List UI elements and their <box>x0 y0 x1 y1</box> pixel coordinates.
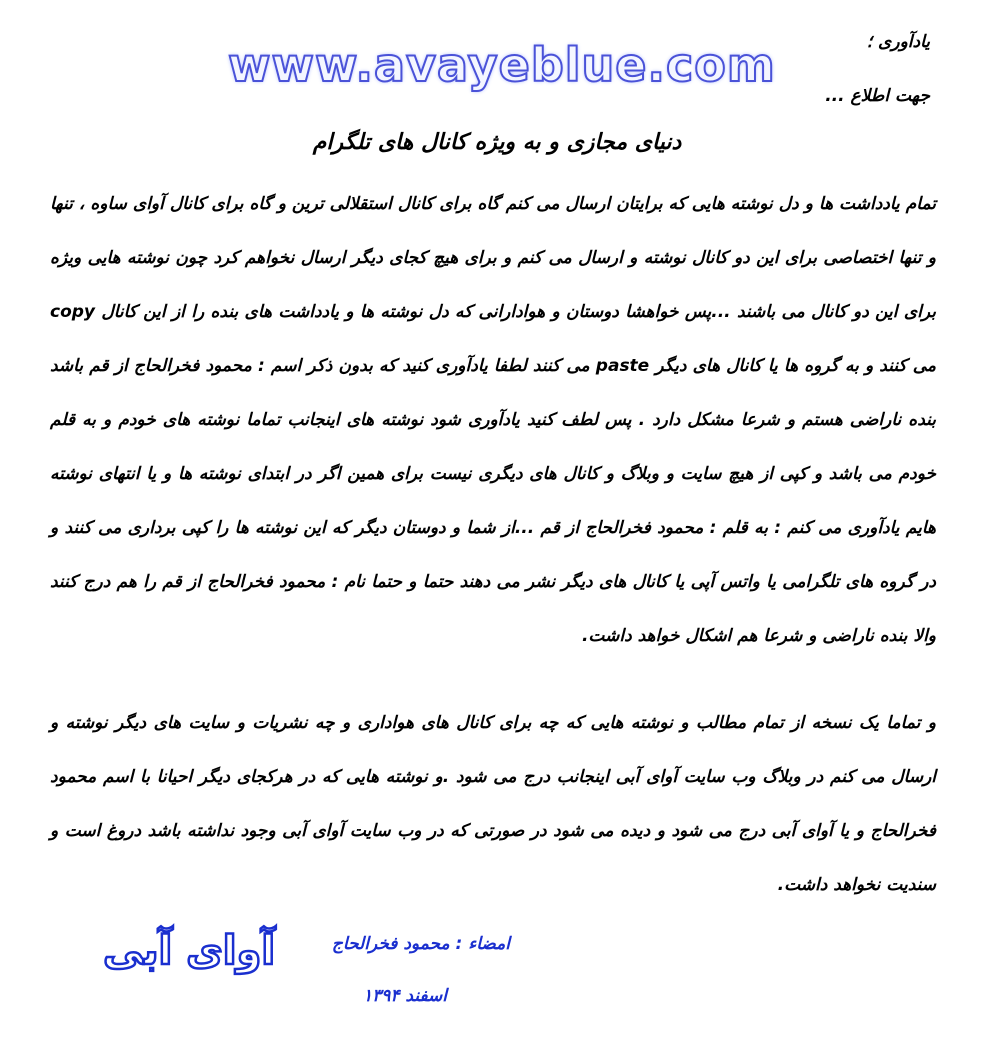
text-line: پس لطف کنید یادآوری شود نوشته های اینجانب تماما نوشته های خودم و به قلم خودم می باشد و کپی از هیچ <box>50 410 937 484</box>
text-line: و تماما یک نسخه از تمام مطالب و نوشته هایی که چه برای کانال های هواداری و چه نشریات و سایت های <box>153 713 937 733</box>
text-line: نوشته ها و یادداشت های بنده را از این کانال copy می کنند و به گروه ها یا کانال های دیگر paste می <box>50 302 936 376</box>
text-line: کنند لطفا یادآوری کنید که بدون ذکر اسم : محمود فخرالحاج از قم باشد بنده ناراضی هستم و شرعا مشکل دارد . <box>50 356 936 430</box>
signature: امضاء : محمود فخرالحاج <box>331 934 510 954</box>
text-line: کنند و در گروه های تلگرامی یا واتس آپی یا کانال های دیگر نشر می دهند حتما و حتما نام : محمود فخرالحاج از <box>50 518 937 592</box>
avaye-abi-logo <box>102 920 276 976</box>
text-line: سایت و وبلاگ و کانال های دیگری نیست برای همین اگر در ابتدای نوشته ها و یا انتهای نوشته هایم <box>50 464 937 538</box>
text-line: نخواهم کرد چون نوشته هایی ویژه برای این دو کانال می باشند ...پس خواهشا دوستان و هوادارانی که دل <box>50 248 936 322</box>
text-line: قم را هم درج کنند والا بنده ناراضی و شرعا هم اشکال خواهد داشت. <box>50 572 936 646</box>
text-line: تمام یادداشت ها و دل نوشته هایی که برایتان ارسال می کنم گاه برای کانال استقلالی ترین و گاه برای کانال <box>169 194 937 214</box>
reminder-note: یادآوری ؛ <box>866 32 930 52</box>
text-line: سایت آوای آبی وجود نداشته باشد دروغ است و سندیت نخواهد داشت. <box>50 821 936 895</box>
site-url-banner: www.avayeblue.com <box>228 38 776 92</box>
date-stamp: اسفند ۱۳۹۴ <box>362 986 448 1006</box>
paragraph-copyright-notice <box>50 177 936 663</box>
text-line: یادآوری می کنم : به قلم : محمود فخرالحاج از قم ...از شما و دوستان دیگر که این نوشته ها را کپی برداری می <box>98 518 900 538</box>
paragraph-website-notice <box>50 696 936 912</box>
text-line: آوای ساوه ، تنها و تنها اختصاصی برای این دو کانال نوشته و ارسال می کنم و برای هیچ کجای دیگر ارسال <box>50 194 936 268</box>
text-line: دیگر نوشته و ارسال می کنم در وبلاگ وب سایت آوای آبی اینجانب درج می شود .و نوشته هایی که در <box>50 713 937 787</box>
document-heading: دنیای مجازی و به ویژه کانال های تلگرام <box>312 130 682 155</box>
logo-text: آوای آبی <box>102 928 276 974</box>
text-line: هرکجای دیگر احیانا با اسم محمود فخرالحاج و یا آوای آبی درج می شود و دیده می شود در صورتی که در وب <box>50 767 936 841</box>
info-note: جهت اطلاع ... <box>825 86 930 106</box>
